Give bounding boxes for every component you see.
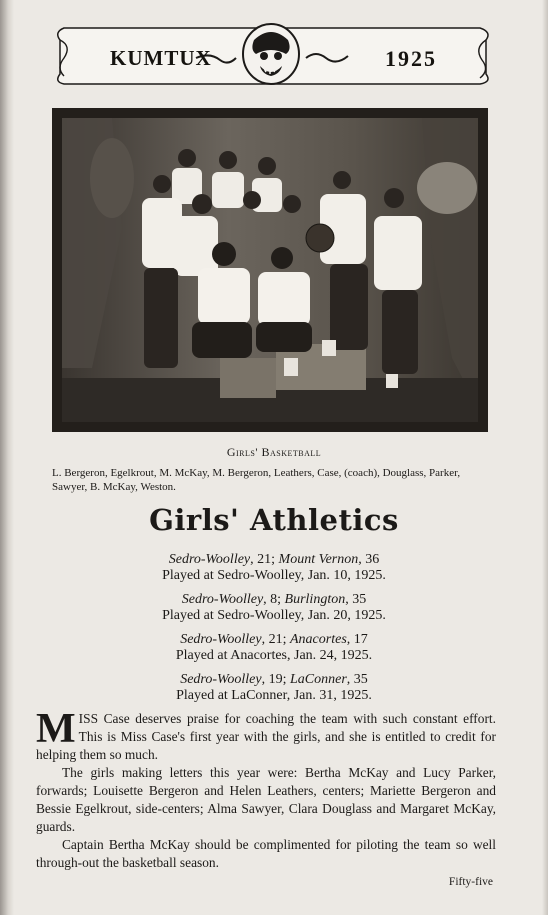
home-score: 8 <box>270 592 278 607</box>
game-venue-date: Played at Anacortes, Jan. 24, 1925. <box>175 648 373 663</box>
away-score: 35 <box>353 672 368 687</box>
game-results <box>0 552 548 712</box>
yearbook-year: 1925 <box>385 46 437 71</box>
home-team: Sedro-Woolley <box>180 672 262 687</box>
away-team: Anacortes <box>290 632 347 647</box>
page-number: Fifty-five <box>448 876 493 888</box>
game-result: Sedro-Woolley, 19; LaConner, 35 Played at LaConner, Jan. 31, 1925. <box>0 672 548 704</box>
away-team: Mount Vernon <box>278 552 359 567</box>
yearbook-title: KUMTUX <box>110 46 212 70</box>
paragraph-intro-text: ISS Case deserves praise for coaching the team with such constant effort. This is Miss Case's first year with the girls, and she is entitled to credit for helping them so much. <box>36 711 496 762</box>
away-team: Burlington <box>284 592 346 607</box>
photo-caption-title: Girls' Basketball <box>226 445 322 459</box>
home-team: Sedro-Woolley <box>168 552 251 567</box>
paragraph-captain: Captain Bertha McKay should be complimented for piloting the team so well through-out the basketball season. <box>36 837 496 870</box>
game-venue-date: Played at Sedro-Woolley, Jan. 10, 1925. <box>162 568 386 583</box>
home-score: 19 <box>268 672 283 687</box>
section-title: Girls' Athletics <box>149 503 399 537</box>
game-result: Sedro-Woolley, 8; Burlington, 35 Played at Sedro-Woolley, Jan. 20, 1925. <box>0 592 548 624</box>
away-team: LaConner <box>289 672 347 687</box>
away-score: 17 <box>353 632 368 647</box>
away-score: 36 <box>365 552 380 567</box>
game-result: Sedro-Woolley, 21; Anacortes, 17 Played at Anacortes, Jan. 24, 1925. <box>0 632 548 664</box>
game-result: Sedro-Woolley, 21; Mount Vernon, 36 Played at Sedro-Woolley, Jan. 10, 1925. <box>0 552 548 584</box>
home-score: 21 <box>257 552 272 567</box>
page-header <box>50 18 494 90</box>
home-team: Sedro-Woolley <box>181 592 264 607</box>
paragraph-intro <box>36 706 496 764</box>
carved-face-emblem-icon <box>240 20 302 86</box>
paragraph-letters: The girls making letters this year were: Bertha McKay and Lucy Parker, forwards; Louisette Bergeron and Helen Leathers, centers; Mariette Bergeron and Bessie Egelkrout, side-centers; Alma Sawyer, Clara Douglass and Margaret McKay, guards. <box>36 765 496 834</box>
team-photo <box>52 108 488 432</box>
photo-caption-names: L. Bergeron, Egelkrout, M. McKay, M. Bergeron, Leathers, Case, (coach), Douglass, Parker, Sawyer, B. McKay, Weston. <box>52 467 461 493</box>
article-body <box>36 706 496 872</box>
drop-cap: M <box>36 706 76 752</box>
game-venue-date: Played at Sedro-Woolley, Jan. 20, 1925. <box>162 608 386 623</box>
home-score: 21 <box>268 632 283 647</box>
game-venue-date: Played at LaConner, Jan. 31, 1925. <box>176 688 372 703</box>
home-team: Sedro-Woolley <box>180 632 262 647</box>
away-score: 35 <box>352 592 367 607</box>
